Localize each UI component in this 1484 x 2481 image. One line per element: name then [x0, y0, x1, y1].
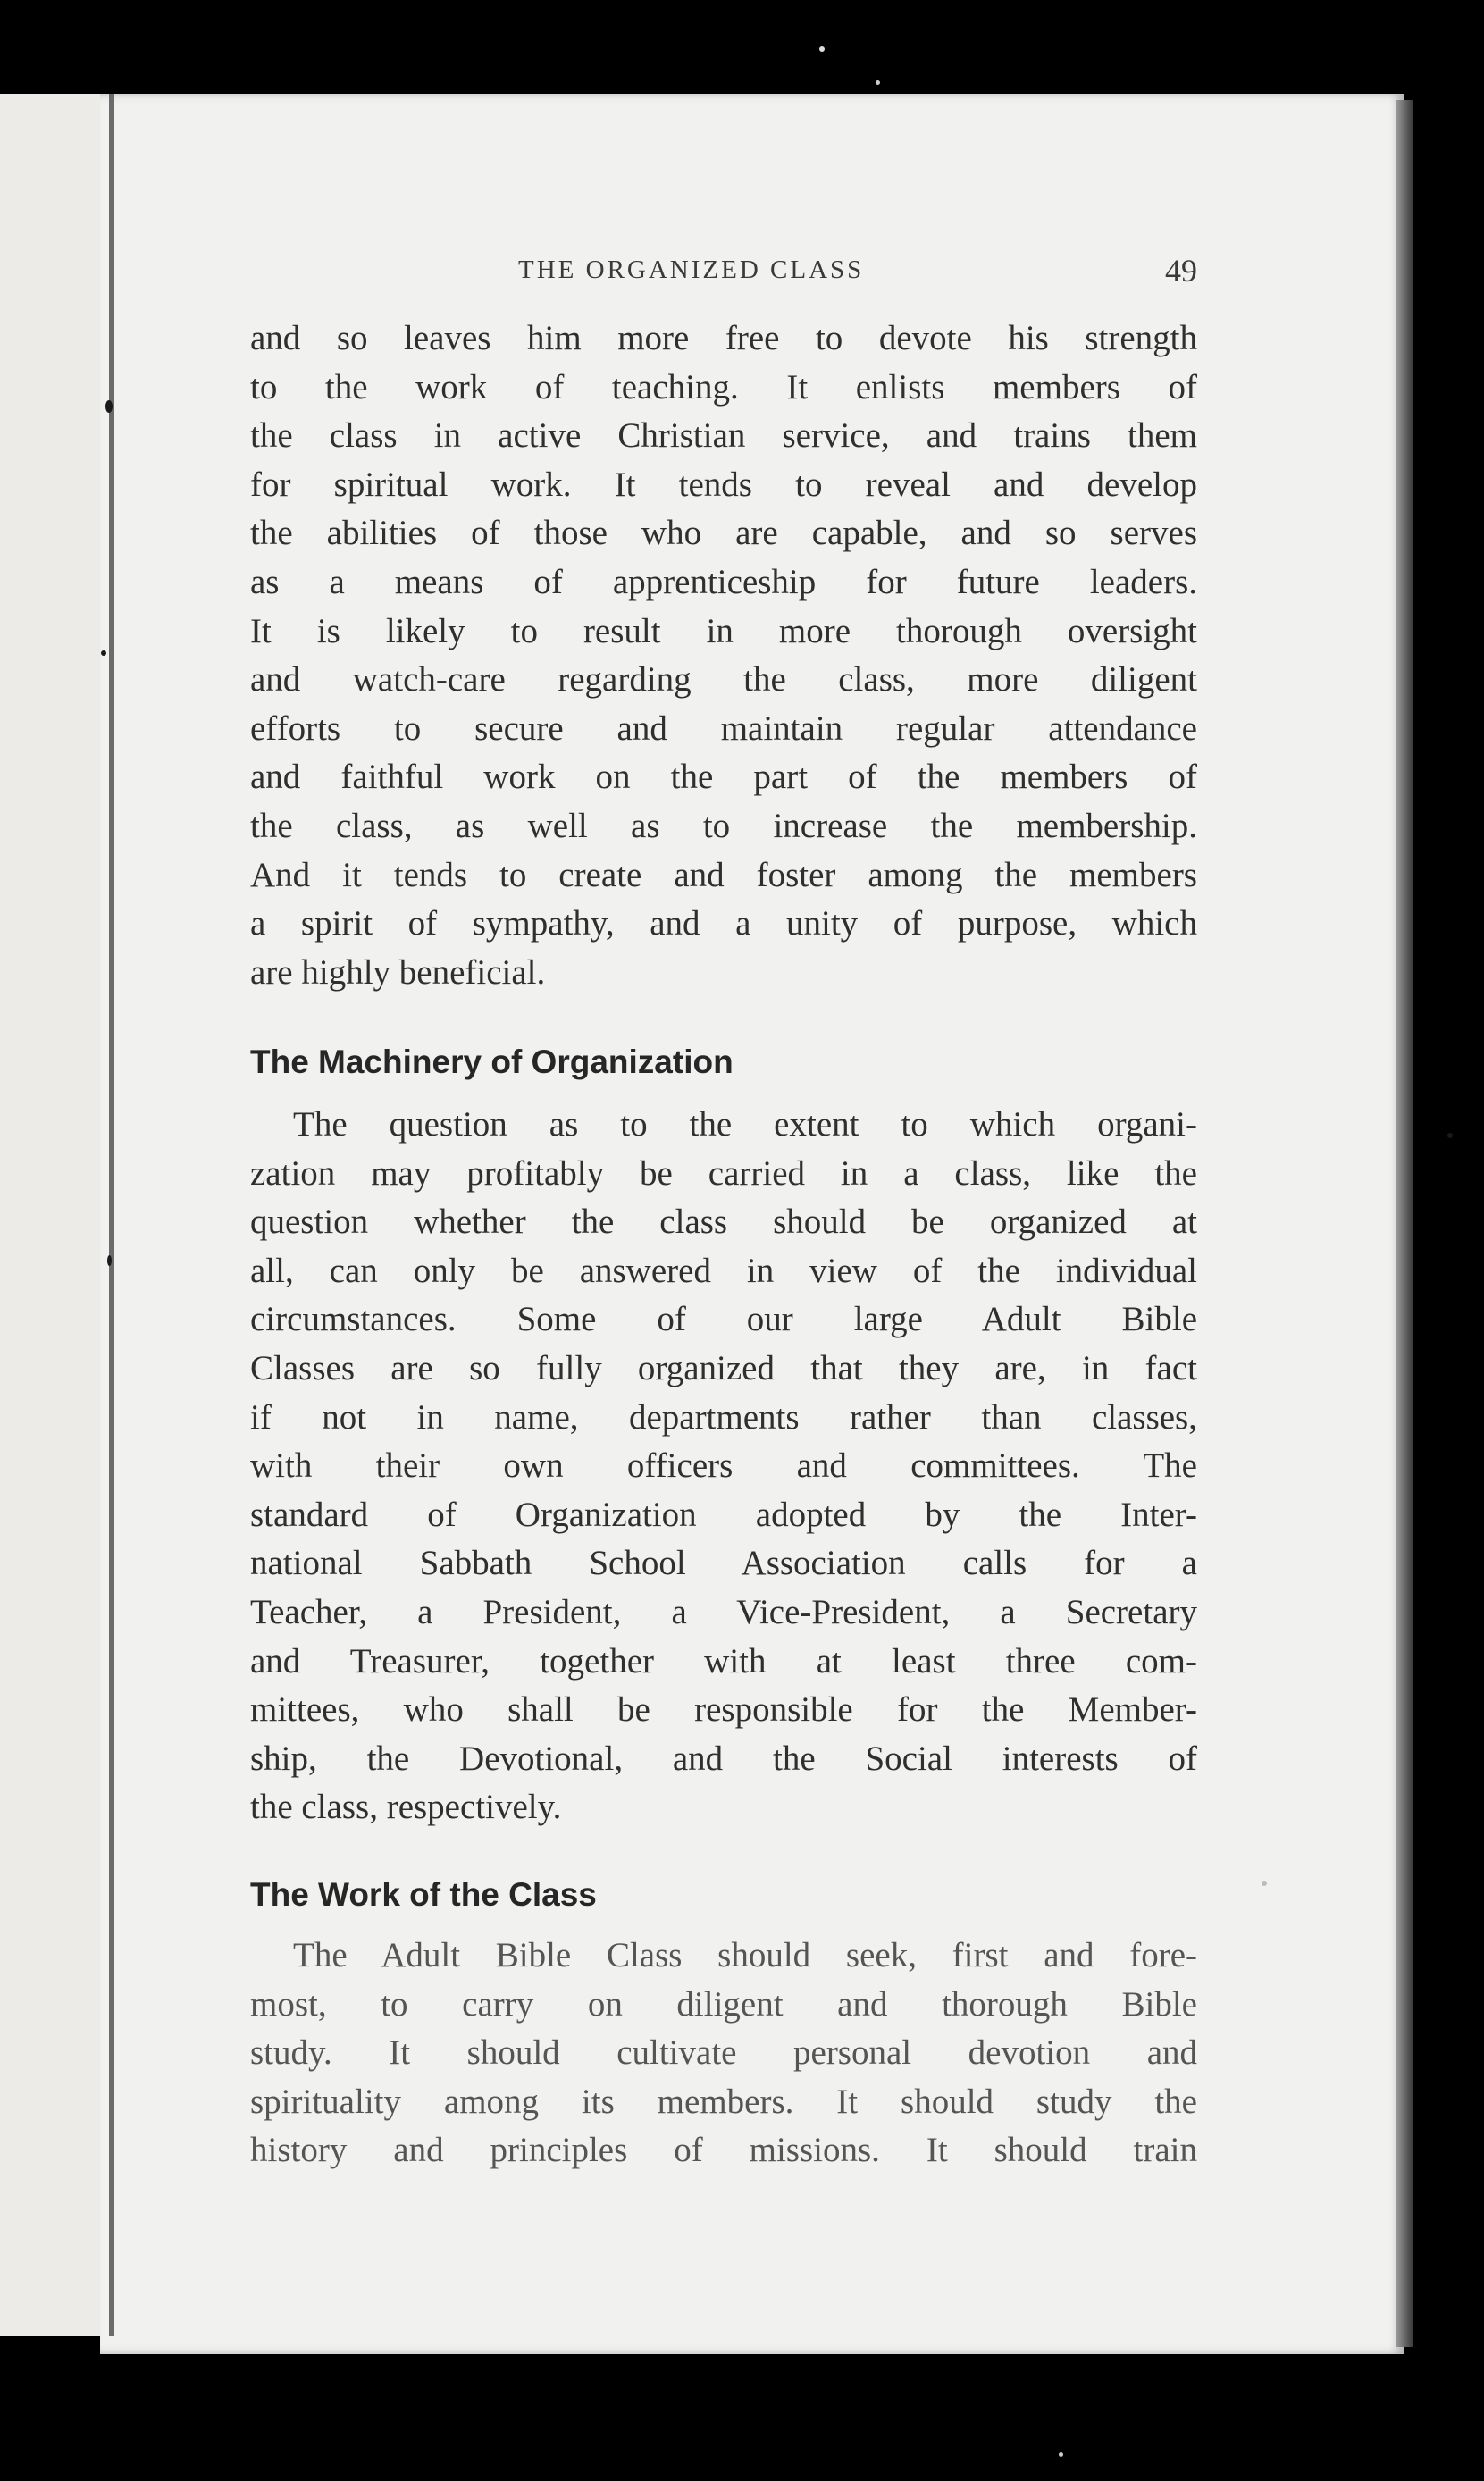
- text-line: standard of Organization adopted by the Inter-: [250, 1495, 1197, 1534]
- page-right-edge: [1396, 100, 1413, 2347]
- text-line: as a means of apprenticeship for future leaders.: [250, 562, 1197, 601]
- running-head: [250, 252, 1197, 297]
- running-title: THE ORGANIZED CLASS: [518, 256, 865, 284]
- text-line: mittees, who shall be responsible for the Member-: [250, 1690, 1197, 1730]
- text-line: And it tends to create and foster among the members: [250, 855, 1197, 894]
- text-line: study. It should cultivate personal devotion and: [250, 2033, 1197, 2073]
- dust-speck: [1262, 1881, 1267, 1886]
- text-line: are highly beneficial.: [250, 952, 546, 992]
- text-line: a spirit of sympathy, and a unity of purpose, which: [250, 904, 1197, 943]
- text-line: The Adult Bible Class should seek, first and fore-: [293, 1936, 1197, 1974]
- text-line: zation may profitably be carried in a class, like the: [250, 1153, 1197, 1193]
- text-line: spirituality among its members. It should study the: [250, 2082, 1197, 2121]
- gutter-line: [109, 94, 114, 2336]
- page-number: 49: [1165, 253, 1197, 289]
- text-line: to the work of teaching. It enlists members of: [250, 367, 1197, 407]
- text-line: ship, the Devotional, and the Social interests of: [250, 1739, 1197, 1778]
- text-line: Classes are so fully organized that they are, in fact: [250, 1348, 1197, 1387]
- text-line: and watch-care regarding the class, more diligent: [250, 660, 1197, 700]
- text-line: The question as to the extent to which organi-: [293, 1105, 1197, 1144]
- text-line: for spiritual work. It tends to reveal and develop: [250, 465, 1197, 504]
- dust-speck: [876, 80, 880, 85]
- text-line: and so leaves him more free to devote his strength: [250, 319, 1197, 357]
- section-heading-machinery: The Machinery of Organization: [250, 1044, 734, 1080]
- text-line: and Treasurer, together with at least three com-: [250, 1641, 1197, 1681]
- paragraph-1: [250, 314, 1197, 997]
- text-line: the abilities of those who are capable, and so serves: [250, 514, 1197, 553]
- text-line: It is likely to result in more thorough oversight: [250, 611, 1197, 650]
- text-line: Teacher, a President, a Vice-President, a Secretary: [250, 1592, 1197, 1631]
- section-heading-work: The Work of the Class: [250, 1876, 597, 1913]
- text-line: and faithful work on the part of the members of: [250, 758, 1197, 797]
- text-line: efforts to secure and maintain regular attendance: [250, 708, 1197, 748]
- dust-speck: [1059, 2452, 1063, 2457]
- dust-speck: [101, 650, 106, 656]
- text-line: with their own officers and committees. The: [250, 1446, 1197, 1486]
- text-line: history and principles of missions. It should train: [250, 2131, 1197, 2170]
- dust-speck: [1447, 1133, 1453, 1138]
- paragraph-2: [250, 1101, 1197, 1832]
- left-page-edge: [0, 94, 116, 2336]
- text-line: most, to carry on diligent and thorough Bible: [250, 1984, 1197, 2024]
- text-line: question whether the class should be organized at: [250, 1203, 1197, 1242]
- dust-speck: [105, 400, 113, 413]
- paragraph-3: [250, 1932, 1197, 2175]
- text-line: the class in active Christian service, and trains them: [250, 416, 1197, 456]
- text-line: if not in name, departments rather than classes,: [250, 1397, 1197, 1437]
- dust-speck: [819, 46, 825, 52]
- text-line: the class, respectively.: [250, 1788, 562, 1827]
- text-line: circumstances. Some of our large Adult Bible: [250, 1300, 1197, 1339]
- text-line: national Sabbath School Association calls for a: [250, 1544, 1197, 1583]
- dust-speck: [107, 1255, 112, 1266]
- text-line: the class, as well as to increase the membership.: [250, 806, 1197, 845]
- text-line: all, can only be answered in view of the individual: [250, 1251, 1197, 1290]
